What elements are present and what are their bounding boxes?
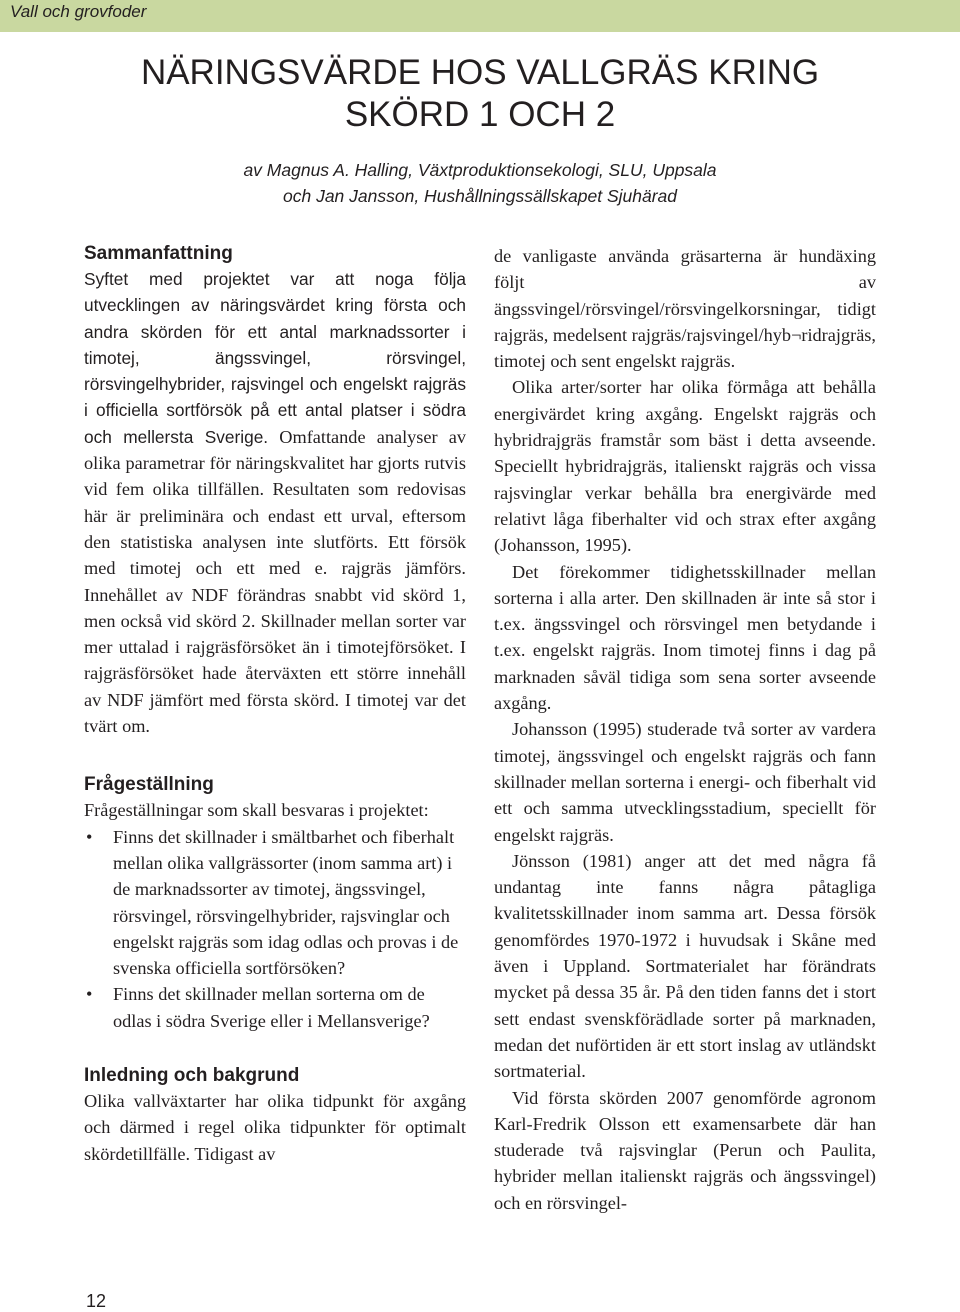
right-paragraph-4: Johansson (1995) studerade två sorter av vardera timotej, ängssvingel och engelskt rajgräs och fann skillnader mellan sorterna i energi- och fiberhalt vid ett och samma utvecklingsstadium, speciellt för engelskt rajgräs. [494, 719, 876, 845]
right-paragraph-5: Jönsson (1981) anger att det med några få undantag inte fanns några påtagliga kvalitetsskillnader inom samma art. Dessa försök genomfördes 1970-1972 i huvudsak i Skåne med även i Uppland. Sortmaterialet har förändrats mycket på dessa 35 år. På den tiden fanns det i stort sett endast svenskförädlade sorter på marknaden, medan det nuförtiden är ett stort inslag av utländskt sortmaterial. [494, 850, 876, 1082]
list-item: • Finns det skillnader i smältbarhet och fiberhalt mellan olika vallgrässorter (inom samma art) i de marknadssorter av timotej, ängssvingel, rörsvingel, rörsvingelhybrider, rajsvinglar och engelskt rajgräs som idag odlas och provas i de svenska officiella sortförsöken? [84, 824, 466, 982]
authors-line-1: av Magnus A. Halling, Växtproduktionsekologi, SLU, Uppsala [243, 160, 717, 180]
summary-heading: Sammanfattning [84, 243, 233, 264]
page-title-line-2: SKÖRD 1 OCH 2 [344, 95, 616, 134]
section-header: Vall och grovfoder [10, 2, 147, 21]
summary-text-serif: Omfattande analyser av olika parametrar för näringskvalitet har gjorts rutvis vid fem olika tillfällen. Resultaten som redovisas här är preliminära och endast ett urval, eftersom den statistiska analysen inte slutförts. Ett försök med timotej och ett med e. rajgräs jämförs. Innehållet av NDF förändras snabbt vid skörd 1, men också vid skörd 2. Skillnader mellan sorter var mer uttalad i rajgräsförsöket än i timotejförsöket. I rajgräsförsöket hade återväxten ett större innehåll av NDF jämfört med första skörd. I timotej var det tvärt om. [84, 426, 467, 737]
question-intro: Frågeställningar som skall besvaras i projektet: [84, 800, 429, 821]
summary-text-sans: Syftet med projektet var att noga följa utvecklingen av näringsvärdet kring första och andra skörden för ett antal marknadssorter i timotej, ängssvingel, rörsvingel, rörsvingelhybrider, rajsvingel och engelskt rajgräs i officiella sortförsök på ett antal platser i södra och mellersta Sverige. [84, 269, 466, 447]
left-column [84, 242, 466, 1167]
spacer [84, 1034, 466, 1064]
intro-paragraph: Olika vallväxtarter har olika tidpunkt för axgång och därmed i regel olika tidpunkter för optimalt skördetillfälle. Tidigast av [84, 1091, 466, 1164]
right-paragraph-2: Olika arter/sorter har olika förmåga att behålla energivärdet kring axgång. Engelskt rajgräs och hybridrajgräs framstår som bäst i detta avseende. Speciellt hybridrajgräs, italienskt rajgräs och vissa rajsvinglar verkar behålla bra energivärde med relativt låga fiberhalter vid och strax efter axgång (Johansson, 1995). [494, 377, 876, 556]
right-column [494, 243, 876, 1216]
intro-heading: Inledning och bakgrund [84, 1065, 300, 1087]
question-heading: Frågeställning [84, 774, 214, 796]
summary-text [84, 266, 466, 739]
question-list [84, 824, 466, 1034]
spacer [84, 739, 466, 773]
authors-line-2: och Jan Jansson, Hushållningssällskapet Sjuhärad [283, 186, 677, 206]
right-paragraph-3: Det förekommer tidighetsskillnader mellan sorterna i alla arter. Den skillnaden är inte så stor i t.ex. ängssvingel och rörsvingel men betydande i t.ex. engelskt rajgräs. Inom timotej finns i dag på marknaden såväl tidiga som sena sorter avseende axgång. [494, 561, 876, 714]
page-number: 12 [86, 1291, 107, 1311]
right-paragraph-1: de vanligaste använda gräsarterna är hundäxing följt av ängssvingel/rörsvingel/rörsvingelkorsningar, tidigt rajgräs, medelsent rajgräs/rajsvingel/hyb¬ridrajgräs, timotej och sent engelskt rajgräs. [494, 246, 876, 372]
page-title-line-1: NÄRINGSVÄRDE HOS VALLGRÄS KRING [140, 53, 820, 92]
right-paragraph-6: Vid första skörden 2007 genomförde agronom Karl-Fredrik Olsson ett examensarbete där han studerade två rajsvinglar (Perun och Paulita, hybrider mellan italienskt rajgräs och ängssvingel) och en rörsvingel- [494, 1087, 876, 1213]
list-item: • Finns det skillnader mellan sorterna om de odlas i södra Sverige eller i Mellansverige? [84, 981, 466, 1034]
